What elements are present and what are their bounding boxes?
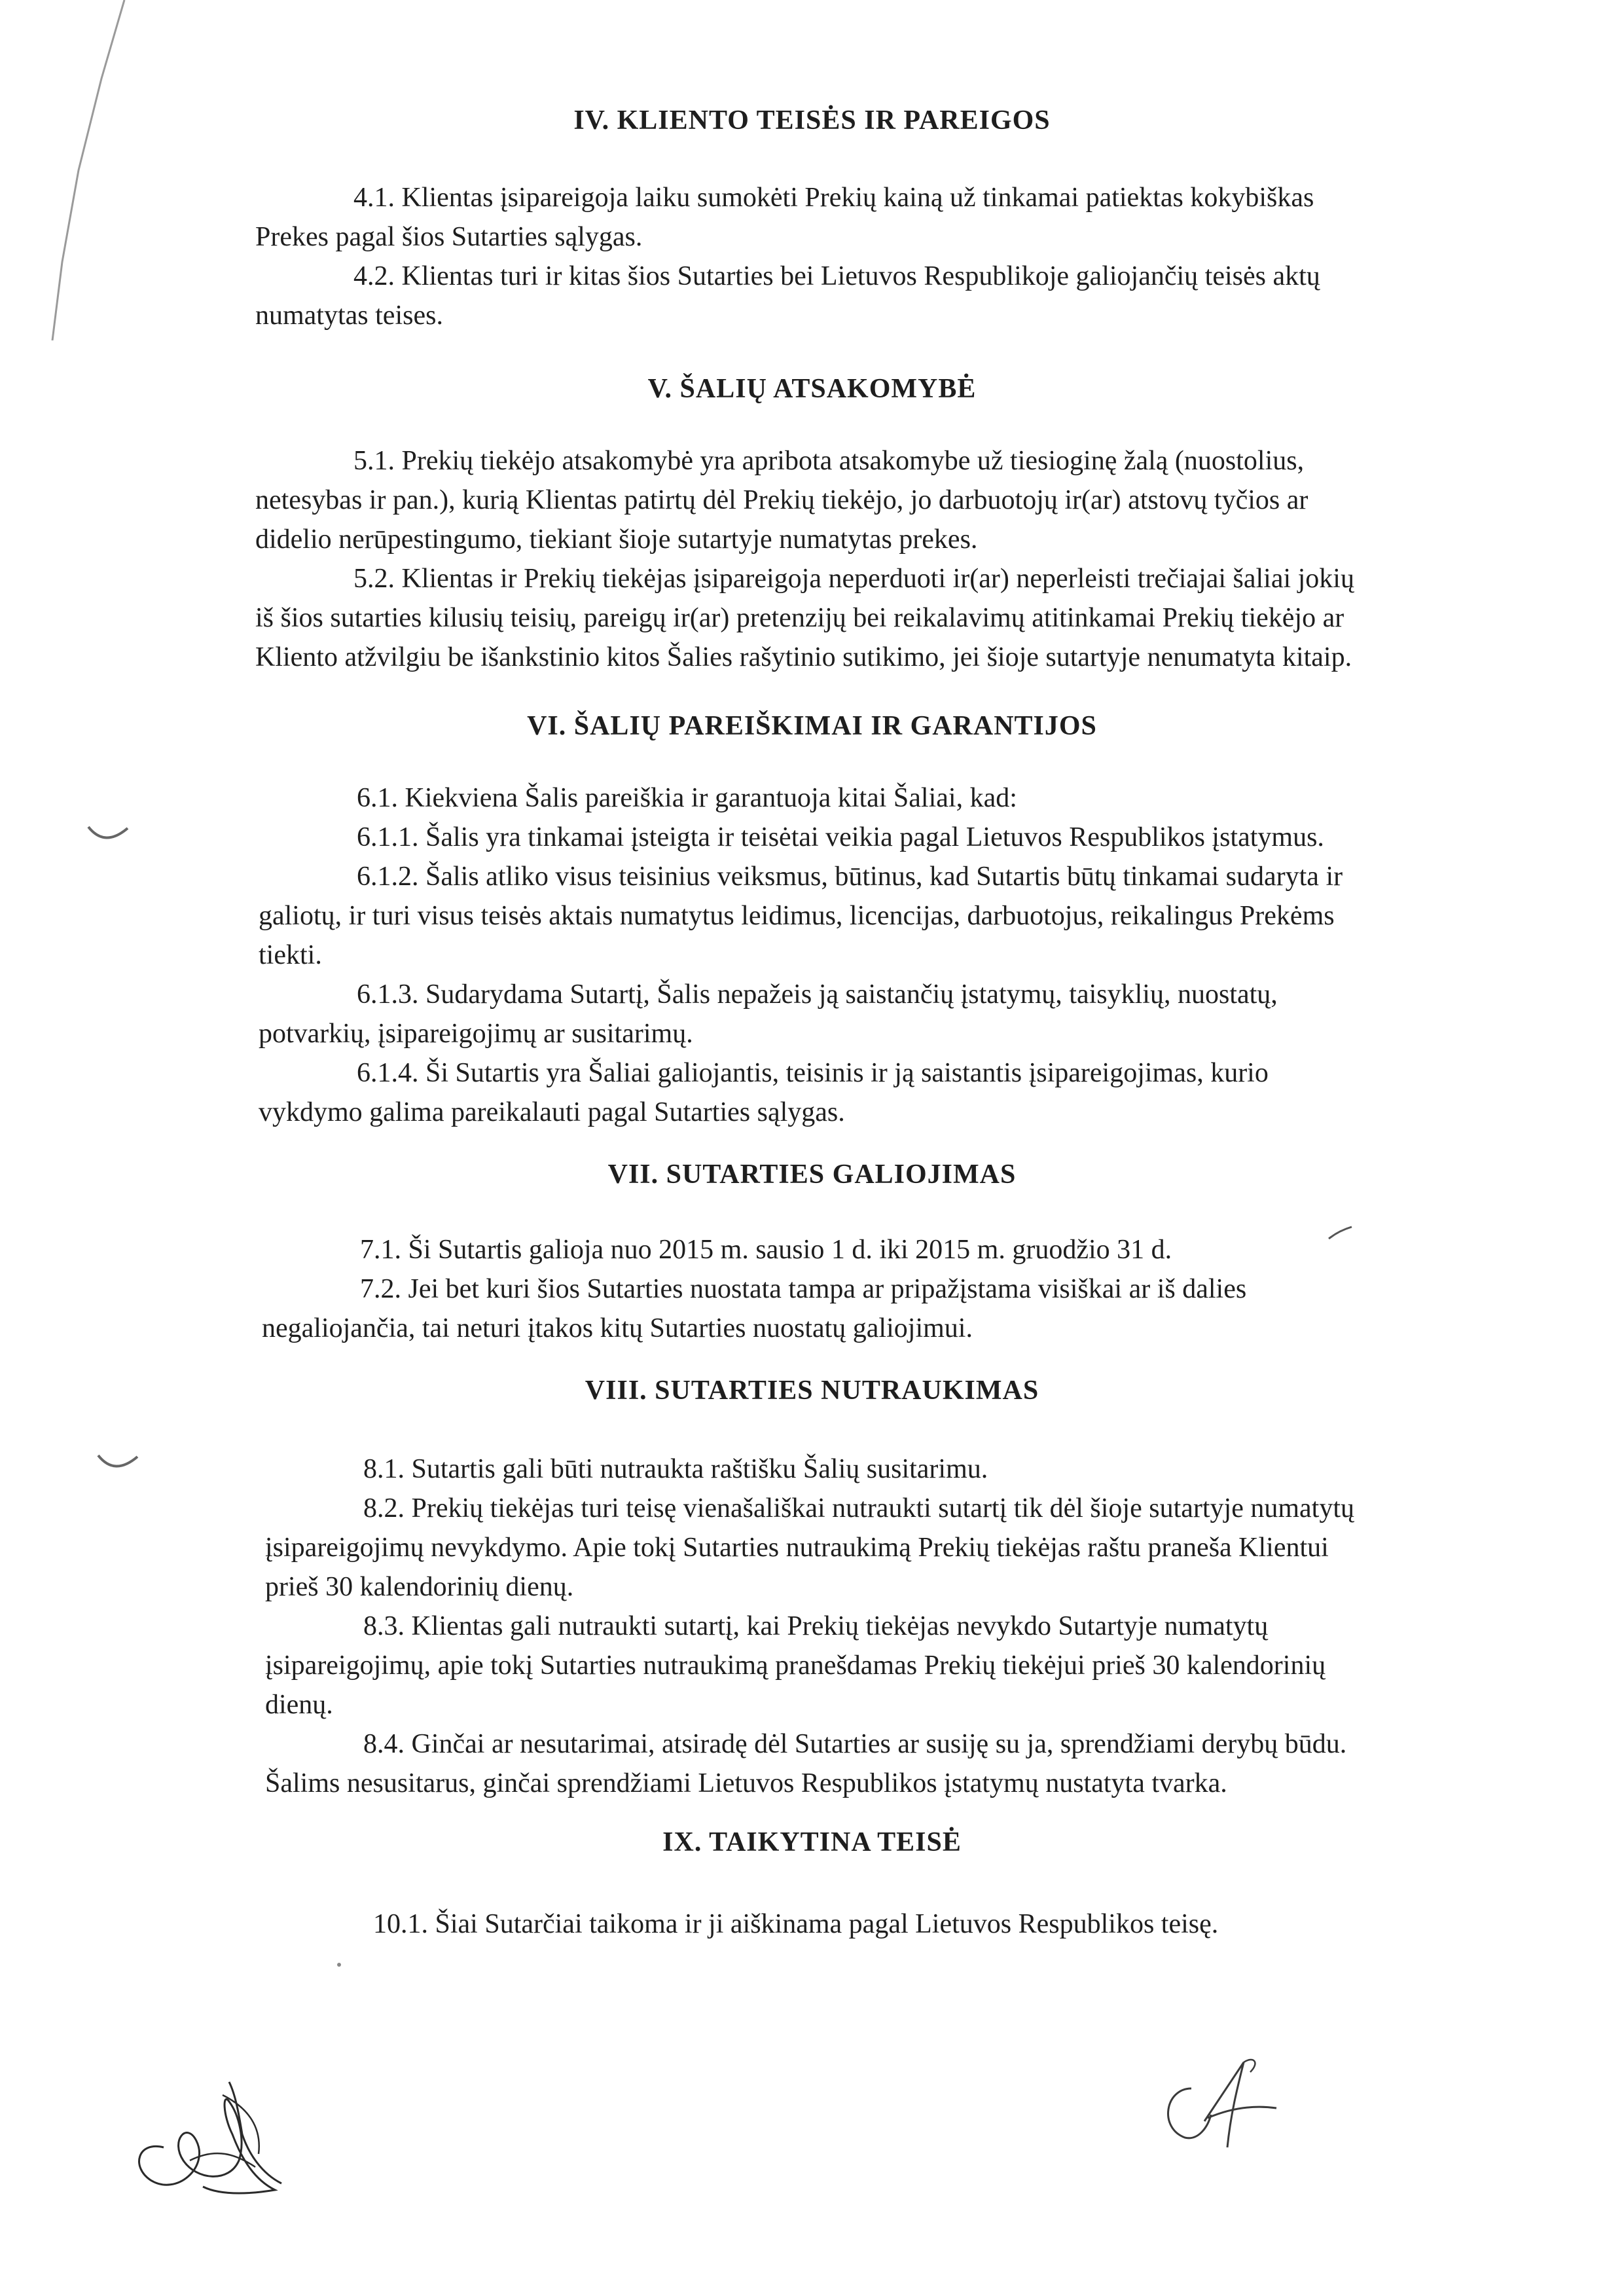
paragraph-line: įsipareigojimų, apie tokį Sutarties nutraukimą pranešdamas Prekių tiekėjui prieš 30 kalendorinių (265, 1650, 1326, 1681)
signature-right (1146, 2049, 1283, 2154)
paragraph-line: Šalims nesusitarus, ginčai sprendžiami Lietuvos Respublikos įstatymų nustatyta tvarka. (265, 1768, 1227, 1798)
section-heading-viii: VIII. SUTARTIES NUTRAUKIMAS (585, 1376, 1039, 1406)
paragraph-line: 5.2. Klientas ir Prekių tiekėjas įsipareigoja neperduoti ir(ar) neperleisti trečiajai šaliai jokių (353, 564, 1354, 594)
paragraph-line: iš šios sutarties kilusių teisių, pareigų ir(ar) pretenzijų bei reikalavimų atitinkamai Prekių tiekėjo ar (255, 603, 1344, 633)
paragraph-line: 6.1. Kiekviena Šalis pareiškia ir garantuoja kitai Šaliai, kad: (357, 783, 1017, 813)
paragraph-line: 7.1. Ši Sutartis galioja nuo 2015 m. sausio 1 d. iki 2015 m. gruodžio 31 d. (360, 1235, 1172, 1265)
paragraph-line: negaliojančia, tai neturi įtakos kitų Sutarties nuostatų galiojimui. (262, 1313, 973, 1343)
paragraph-line: netesybas ir pan.), kurią Klientas patirtų dėl Prekių tiekėjo, jo darbuotojų ir(ar) atstovų tyčios ar (255, 485, 1308, 515)
scan-speck (337, 1963, 341, 1967)
paragraph-line: 8.1. Sutartis gali būti nutraukta raštišku Šalių susitarimu. (363, 1454, 988, 1484)
paragraph-line: prieš 30 kalendorinių dienų. (265, 1572, 574, 1602)
paragraph-line: 8.3. Klientas gali nutraukti sutartį, kai Prekių tiekėjas nevykdo Sutartyje numatytų (363, 1611, 1269, 1641)
punch-hole-mark (85, 822, 131, 848)
paragraph-line: 6.1.3. Sudarydama Sutartį, Šalis nepažeis ją saistančių įstatymų, taisyklių, nuostatų, (357, 979, 1278, 1010)
paragraph-line: Prekes pagal šios Sutarties sąlygas. (255, 222, 643, 252)
paragraph-line: numatytas teises. (255, 301, 443, 331)
signature-left (124, 2069, 301, 2200)
paragraph-line: didelio nerūpestingumo, tiekiant šioje sutartyje numatytas prekes. (255, 524, 978, 555)
paragraph-line: 6.1.1. Šalis yra tinkamai įsteigta ir teisėtai veikia pagal Lietuvos Respublikos įstatymus. (357, 822, 1324, 852)
paragraph-line: 8.4. Ginčai ar nesutarimai, atsiradę dėl Sutarties ar susiję su ja, sprendžiami derybų būdu. (363, 1729, 1347, 1759)
section-heading-vi: VI. ŠALIŲ PAREIŠKIMAI IR GARANTIJOS (527, 711, 1097, 741)
paragraph-line: potvarkių, įsipareigojimų ar susitarimų. (259, 1019, 693, 1049)
paragraph-line: įsipareigojimų nevykdymo. Apie tokį Sutarties nutraukimą Prekių tiekėjas raštu praneša Klientui (265, 1533, 1329, 1563)
section-heading-vii: VII. SUTARTIES GALIOJIMAS (607, 1159, 1017, 1190)
paragraph-line: dienų. (265, 1690, 333, 1720)
paragraph-line: 8.2. Prekių tiekėjas turi teisę vienašališkai nutraukti sutartį tik dėl šioje sutartyje numatytų (363, 1493, 1355, 1523)
paragraph-line: 6.1.4. Ši Sutartis yra Šaliai galiojantis, teisinis ir ją saistantis įsipareigojimas, kurio (357, 1058, 1269, 1088)
paragraph-line: 5.1. Prekių tiekėjo atsakomybė yra apribota atsakomybe už tiesioginę žalą (nuostolius, (353, 446, 1305, 476)
paragraph-line: tiekti. (259, 940, 322, 970)
checkmark-icon (1326, 1224, 1365, 1244)
paragraph-line: 10.1. Šiai Sutarčiai taikoma ir ji aiškinama pagal Lietuvos Respublikos teisę. (373, 1909, 1219, 1939)
paragraph-line: 7.2. Jei bet kuri šios Sutarties nuostata tampa ar pripažįstama visiškai ar iš dalies (360, 1274, 1247, 1304)
section-heading-v: V. ŠALIŲ ATSAKOMYBĖ (647, 374, 977, 404)
paragraph-line: 4.1. Klientas įsipareigoja laiku sumokėti Prekių kainą už tinkamai patiektas kokybiškas (353, 183, 1314, 213)
punch-hole-mark (95, 1450, 141, 1476)
section-heading-ix: IX. TAIKYTINA TEISĖ (662, 1827, 962, 1857)
paragraph-line: 4.2. Klientas turi ir kitas šios Sutarties bei Lietuvos Respublikoje galiojančių teisės aktų (353, 261, 1320, 291)
section-heading-iv: IV. KLIENTO TEISĖS IR PAREIGOS (573, 105, 1051, 136)
paragraph-line: galiotų, ir turi visus teisės aktais numatytus leidimus, licencijas, darbuotojus, reikalingus Prekėms (259, 901, 1335, 931)
page-edge-shadow (26, 0, 131, 340)
paragraph-line: 6.1.2. Šalis atliko visus teisinius veiksmus, būtinus, kad Sutartis būtų tinkamai sudaryta ir (357, 862, 1343, 892)
paragraph-line: Kliento atžvilgiu be išankstinio kitos Šalies rašytinio sutikimo, jei šioje sutartyje nenumatyta kitaip. (255, 642, 1352, 672)
paragraph-line: vykdymo galima pareikalauti pagal Sutarties sąlygas. (259, 1097, 845, 1127)
